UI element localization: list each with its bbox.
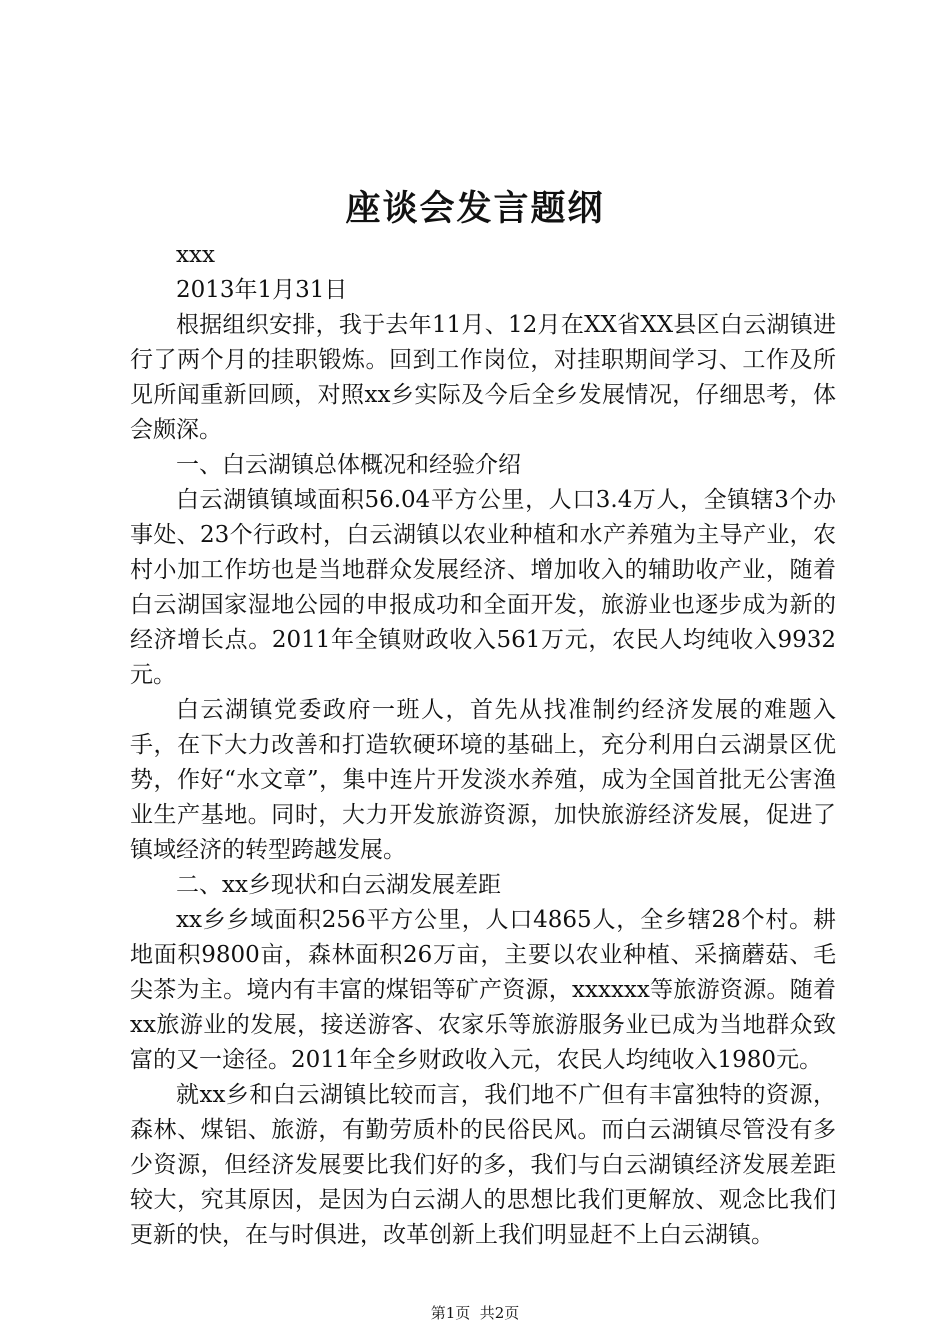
author-line: xxx xyxy=(176,242,215,268)
paragraph-baiyunhu-overview: 白云湖镇镇域面积56.04平方公里，人口3.4万人，全镇辖3个办事处、23个行政村，白云湖镇以农业种植和水产养殖为主导产业，农村小加工作坊也是当地群众发展经济、增加收入的辅助收产业，随着白云湖国家湿地公园的申报成功和全面开发，旅游业也逐步成为新的经济增长点。2011年全镇财政收入561万元，农民人均纯收入9932元。 xyxy=(130,487,836,688)
document-title: 座谈会发言题纲 xyxy=(345,188,605,229)
section-heading-1: 一、白云湖镇总体概况和经验介绍 xyxy=(176,452,521,478)
date-line: 2013年1月31日 xyxy=(176,277,348,303)
paragraph-xx-status: xx乡乡域面积256平方公里，人口4865人，全乡辖28个村。耕地面积9800亩，森林面积26万亩，主要以农业种植、采摘蘑菇、毛尖茶为主。境内有丰富的煤铝等矿产资源，xxxxxx等旅游资源。随着xx旅游业的发展，接送游客、农家乐等旅游服务业已成为当地群众致富的又一途径。2011年全乡财政收入元，农民人均纯收入1980元。 xyxy=(130,907,836,1073)
page-footer xyxy=(0,1303,950,1323)
paragraph-comparison: 就xx乡和白云湖镇比较而言，我们地不广但有丰富独特的资源，森林、煤铝、旅游，有勤劳质朴的民俗民风。而白云湖镇尽管没有多少资源，但经济发展要比我们好的多，我们与白云湖镇经济发展差距较大，究其原因，是因为白云湖人的思想比我们更解放、观念比我们更新的快，在与时俱进，改革创新上我们明显赶不上白云湖镇。 xyxy=(130,1082,836,1248)
section-heading-2: 二、xx乡现状和白云湖发展差距 xyxy=(176,872,501,898)
document-body xyxy=(130,238,836,1253)
paragraph-baiyunhu-experience: 白云湖镇党委政府一班人，首先从找准制约经济发展的难题入手，在下大力改善和打造软硬环境的基础上，充分利用白云湖景区优势，作好“水文章”，集中连片开发淡水养殖，成为全国首批无公害渔业生产基地。同时，大力开发旅游资源，加快旅游经济发展，促进了镇域经济的转型跨越发展。 xyxy=(130,697,836,863)
page-number: 第1页 共2页 xyxy=(430,1304,520,1322)
paragraph-intro: 根据组织安排，我于去年11月、12月在XX省XX县区白云湖镇进行了两个月的挂职锻炼。回到工作岗位，对挂职期间学习、工作及所见所闻重新回顾，对照xx乡实际及今后全乡发展情况，仔细思考，体会颇深。 xyxy=(130,312,836,443)
